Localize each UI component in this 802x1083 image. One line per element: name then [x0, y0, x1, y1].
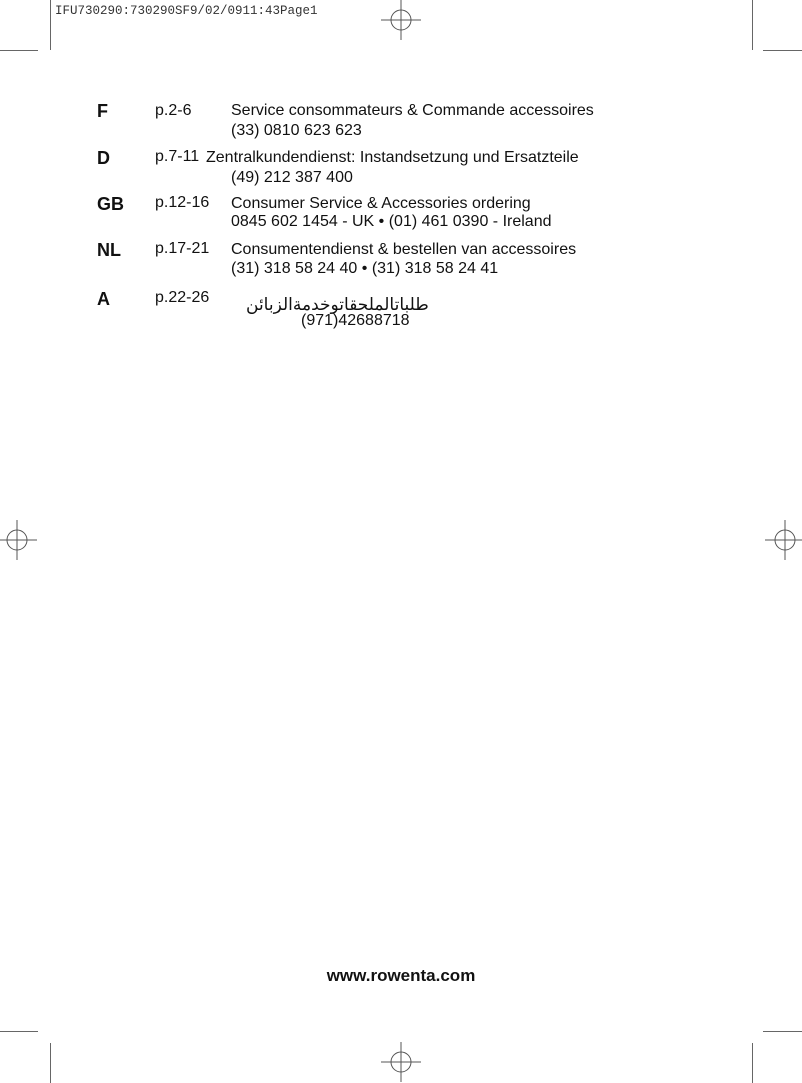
service-description: Consumentendienst & bestellen van accessoires: [231, 241, 577, 258]
page-range: p.12-16: [155, 194, 210, 211]
page-range: p.17-21: [155, 240, 210, 257]
registration-mark-icon: [0, 520, 37, 560]
service-description: Service consommateurs & Commande accessoires: [231, 102, 594, 119]
country-code-nl: NL: [97, 240, 121, 260]
country-code-f: F: [97, 101, 108, 121]
service-description: Zentralkundendienst: Instandsetzung und Ersatzteile: [206, 149, 579, 166]
crop-mark: [763, 1031, 802, 1032]
crop-mark: [50, 1043, 51, 1083]
service-phone: (971)42688718: [301, 312, 410, 329]
service-phone: (33) 0810 623 623: [231, 122, 362, 139]
service-phone: 0845 602 1454 - UK • (01) 461 0390 - Ireland: [231, 213, 552, 230]
page-range: p.7-11: [155, 148, 200, 165]
crop-mark: [752, 1043, 753, 1083]
crop-mark: [752, 0, 753, 50]
website-link[interactable]: www.rowenta.com: [326, 966, 476, 985]
print-slug: IFU730290:730290SF9/02/0911:43Page1: [55, 4, 318, 18]
crop-mark: [0, 50, 38, 51]
registration-mark-icon: [381, 0, 421, 40]
page-range: p.22-26: [155, 289, 210, 306]
service-phone: (49) 212 387 400: [231, 169, 353, 186]
registration-mark-icon: [381, 1042, 421, 1082]
crop-mark: [0, 1031, 38, 1032]
service-description-arabic: طلباتالملحقاتوخدمةالزبائن: [246, 295, 429, 315]
country-code-d: D: [97, 148, 110, 168]
service-phone: (31) 318 58 24 40 • (31) 318 58 24 41: [231, 260, 499, 277]
country-code-gb: GB: [97, 194, 124, 214]
crop-mark: [763, 50, 802, 51]
country-code-a: A: [97, 289, 110, 309]
registration-mark-icon: [765, 520, 802, 560]
crop-mark: [50, 0, 51, 50]
page-range: p.2-6: [155, 102, 192, 119]
service-description: Consumer Service & Accessories ordering: [231, 195, 531, 212]
